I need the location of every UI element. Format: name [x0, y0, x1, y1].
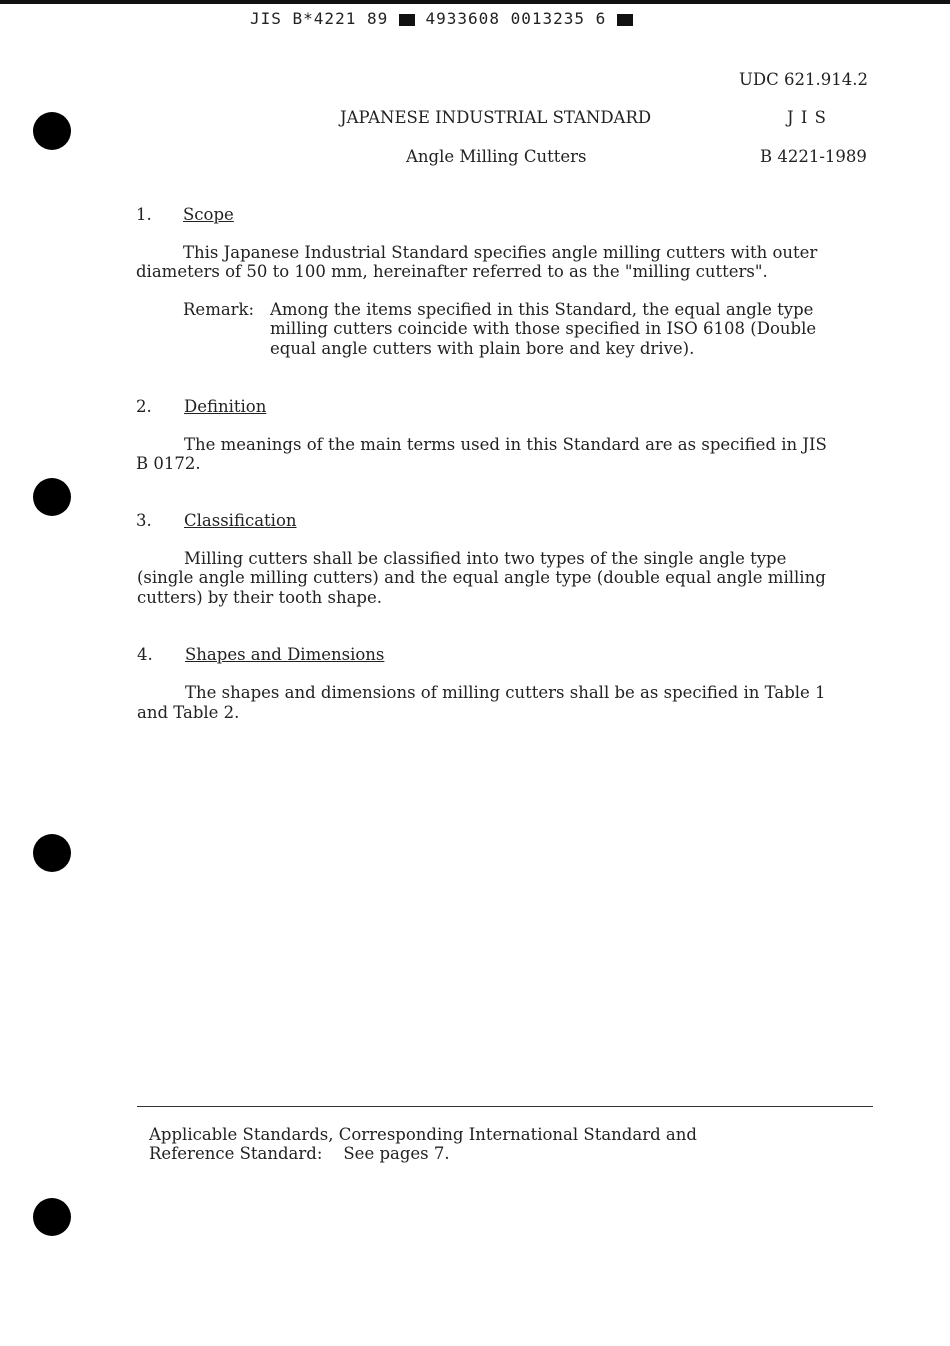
- remark-line: milling cutters coincide with those specified in ISO 6108 (Double: [270, 319, 817, 338]
- paragraph-line: diameters of 50 to 100 mm, hereinafter referred to as the "milling cutters".: [136, 262, 768, 281]
- remark-label: Remark:: [183, 300, 255, 319]
- paragraph-line: cutters) by their tooth shape.: [137, 588, 382, 607]
- paragraph-line: The shapes and dimensions of milling cutters shall be as specified in Table 1: [185, 683, 826, 702]
- footnote-rule: [137, 1106, 873, 1107]
- section-number: 1.: [136, 205, 152, 224]
- section-number: 3.: [136, 511, 152, 530]
- section-title: Scope: [183, 205, 234, 224]
- remark-line: Among the items specified in this Standard, the equal angle type: [270, 300, 814, 319]
- section-title: Shapes and Dimensions: [185, 645, 385, 664]
- punch-hole: [33, 834, 71, 872]
- paragraph-line: (single angle milling cutters) and the equal angle type (double equal angle milling: [137, 568, 826, 587]
- remark-line: equal angle cutters with plain bore and key drive).: [270, 339, 695, 358]
- scan-code: [250, 9, 633, 28]
- block-mark: [617, 14, 633, 26]
- block-mark: [399, 14, 415, 26]
- scan-code-1: JIS B*4221 89: [250, 9, 389, 28]
- section-title: Classification: [184, 511, 297, 530]
- scan-code-2: 4933608 0013235 6: [425, 9, 607, 28]
- punch-hole: [33, 112, 71, 150]
- paragraph-line: The meanings of the main terms used in this Standard are as specified in JIS: [184, 435, 827, 454]
- paragraph-line: Milling cutters shall be classified into two types of the single angle type: [184, 549, 787, 568]
- udc: UDC 621.914.2: [739, 70, 868, 89]
- paragraph-line: This Japanese Industrial Standard specifies angle milling cutters with outer: [183, 243, 818, 262]
- doc-number: B 4221-1989: [760, 147, 867, 166]
- punch-hole: [33, 478, 71, 516]
- section-number: 4.: [137, 645, 153, 664]
- punch-hole: [33, 1198, 71, 1236]
- jis-label: J I S: [787, 108, 827, 127]
- section-number: 2.: [136, 397, 152, 416]
- footnote-line: Reference Standard: See pages 7.: [149, 1144, 450, 1163]
- paragraph-line: B 0172.: [136, 454, 201, 473]
- section-title: Definition: [184, 397, 267, 416]
- scan-border: [0, 0, 950, 4]
- paragraph-line: and Table 2.: [137, 703, 240, 722]
- footnote-line: Applicable Standards, Corresponding International Standard and: [149, 1125, 697, 1144]
- standard-name: JAPANESE INDUSTRIAL STANDARD: [340, 108, 652, 127]
- doc-title: Angle Milling Cutters: [406, 147, 587, 166]
